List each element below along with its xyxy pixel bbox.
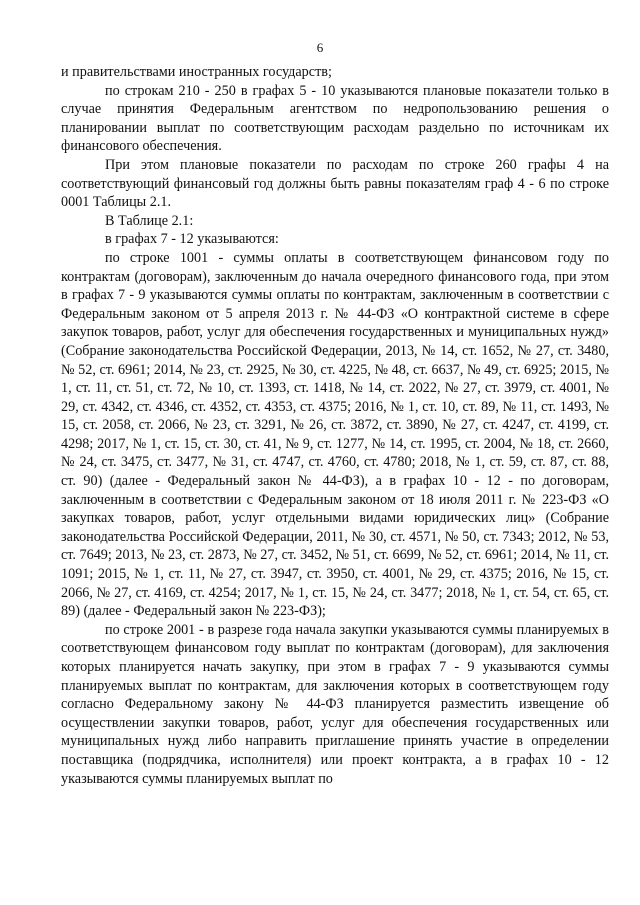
document-body (61, 63, 609, 788)
paragraph-table-2-1-heading: В Таблице 2.1: (105, 212, 194, 229)
page-number: 6 (316, 40, 324, 55)
paragraph-line-1001: по строке 1001 - суммы оплаты в соответствующем финансовом году по контрактам (договорам), заключенным до начала очередного финансового года, при этом в графах 7 - 9 указываются суммы оплаты по контрактам, заключенным в соответствии с Федеральным законом от 5 апреля 2013 г. № 44-ФЗ «О контрактной системе в сфере закупок товаров, работ, услуг для обеспечения государственных и муниципальных нужд» (Собрание законодательства Российской Федерации, 2013, № 14, ст. 1652, № 27, ст. 3480, № 52, ст. 6961; 2014, № 23, ст. 2925, № 30, ст. 4225, № 48, ст. 6637, № 49, ст. 6925; 2015, № 1, ст. 11, ст. 51, ст. 72, № 10, ст. 1393, ст. 1418, № 14, ст. 2022, № 27, ст. 3979, ст. 4001, № 29, ст. 4342, ст. 4346, ст. 4352, ст. 4353, ст. 4375; 2016, № 1, ст. 10, ст. 89, № 11, ст. 1493, № 15, ст. 2058, ст. 2066, № 23, ст. 3291, № 26, ст. 3872, ст. 3890, № 27, ст. 4247, ст. 4199, ст. 4298; 2017, № 1, ст. 15, ст. 30, ст. 41, № 9, ст. 1277, № 14, ст. 1995, ст. 2004, № 18, ст. 2660, № 24, ст. 3475, ст. 3477, № 31, ст. 4747, ст. 4760, ст. 4780; 2018, № 1, ст. 59, ст. 87, ст. 88, ст. 90) (далее - Федеральный закон № 44-ФЗ), а в графах 10 - 12 - по договорам, заключенным в соответствии с Федеральным законом от 18 июля 2011 г. № 223-ФЗ «О закупках товаров, работ, услуг отдельными видами юридических лиц» (Собрание законодательства Российской Федерации, 2011, № 30, ст. 4571, № 50, ст. 7343; 2012, № 53, ст. 7649; 2013, № 23, ст. 2873, № 27, ст. 3452, № 51, ст. 6699, № 52, ст. 6961; 2014, № 11, ст. 1091; 2015, № 1, ст. 11, № 27, ст. 3947, ст. 3950, ст. 4001, № 29, ст. 4375; 2016, № 15, ст. 2066, № 27, ст. 4169, ст. 4254; 2017, № 1, ст. 15, № 24, ст. 3477; 2018, № 1, ст. 54, ст. 65, ст. 89) (далее - Федеральный закон № 223-ФЗ); (61, 249, 609, 620)
paragraph-line-2001: по строке 2001 - в разрезе года начала закупки указываются суммы планируемых в соответствующем финансовом году выплат по контрактам (договорам), для заключения которых планируется начать закупку, при этом в графах 7 - 9 указываются суммы планируемых выплат по контрактам, для заключения которых в соответствующем году согласно Федеральному закону № 44-ФЗ планируется разместить извещение об осуществлении закупки товаров, работ, услуг для обеспечения государственных или муниципальных нужд либо направить приглашение принять участие в определении поставщика (подрядчика, исполнителя) или проект контракта, а в графах 10 - 12 указываются суммы планируемых выплат по (61, 621, 609, 787)
paragraph-line-260: При этом плановые показатели по расходам по строке 260 графы 4 на соответствующий финансовый год должны быть равны показателям граф 4 - 6 по строке 0001 Таблицы 2.1. (61, 156, 609, 211)
paragraph-columns-7-12: в графах 7 - 12 указываются: (105, 231, 279, 248)
paragraph-continuation: и правительствами иностранных государств; (61, 64, 332, 80)
paragraph-lines-210-250: по строкам 210 - 250 в графах 5 - 10 указываются плановые показатели только в случае принятия Федеральным агентством по недропользованию решения о планировании выплат по соответствующим расходам раздельно по источникам их финансового обеспечения. (61, 82, 609, 155)
